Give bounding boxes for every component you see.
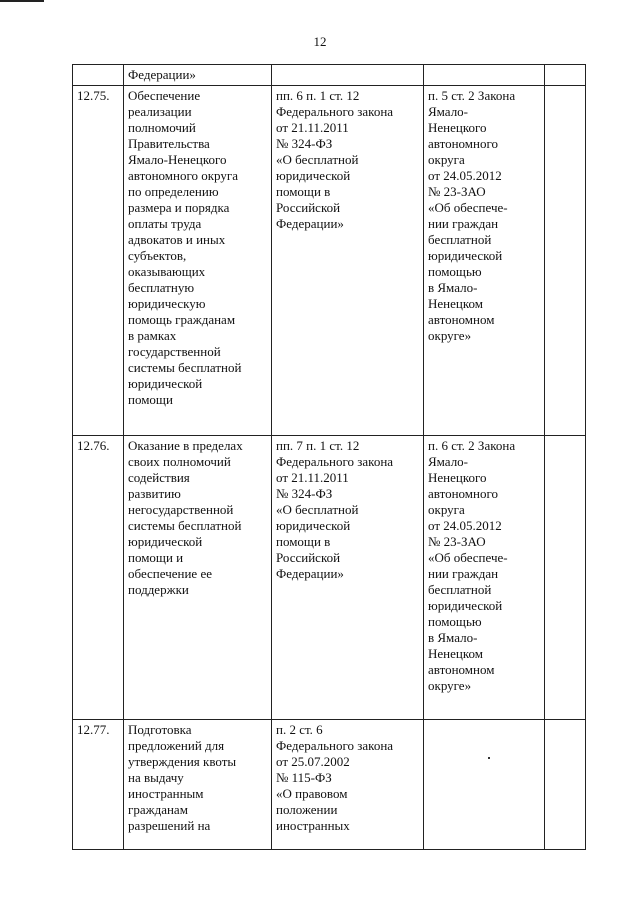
cell-power-name: Обеспечение реализации полномочий Правительства Ямало-Ненецкого автономного округа по определению размера и порядка оплаты труда адвокатов и иных субъектов, оказывающих бесплатную юридическую помощь гражданам в рамках государственной системы бесплатной юридической помощи (124, 86, 272, 436)
cell-power-name: Подготовка предложений для утверждения квоты на выдачу иностранным гражданам разрешений на (124, 720, 272, 850)
cell-federal-law: п. 2 ст. 6 Федерального закона от 25.07.2002 № 115-ФЗ «О правовом положении иностранных (272, 720, 424, 850)
page-number: 12 (313, 34, 327, 49)
table-row (73, 86, 586, 436)
cell-number: 12.77. (73, 720, 124, 850)
cell-federal-law: пп. 7 п. 1 ст. 12 Федерального закона от 21.11.2011 № 324-ФЗ «О бесплатной юридической помощи в Российской Федерации» (272, 436, 424, 720)
cell-regional-law (424, 65, 545, 86)
scan-speck (488, 757, 490, 759)
cell-regional-law (424, 720, 545, 850)
cell-empty (545, 436, 586, 720)
cell-power-name: Оказание в пределах своих полномочий содействия развитию негосударственной системы бесплатной юридической помощи и обеспечение ее поддержки (124, 436, 272, 720)
scan-edge-mark (0, 0, 44, 2)
cell-number (73, 65, 124, 86)
cell-power-name: Федерации» (124, 65, 272, 86)
table-row-continuation (73, 65, 586, 86)
cell-empty (545, 86, 586, 436)
cell-number: 12.75. (73, 86, 124, 436)
cell-federal-law (272, 65, 424, 86)
cell-number: 12.76. (73, 436, 124, 720)
cell-regional-law: п. 5 ст. 2 Закона Ямало- Ненецкого автономного округа от 24.05.2012 № 23-ЗАО «Об обеспече- нии граждан бесплатной юридической помощью в Ямало- Ненецком автономном округе» (424, 86, 545, 436)
cell-regional-law: п. 6 ст. 2 Закона Ямало- Ненецкого автономного округа от 24.05.2012 № 23-ЗАО «Об обеспече- нии граждан бесплатной юридической помощью в Ямало- Ненецком автономном округе» (424, 436, 545, 720)
cell-empty (545, 65, 586, 86)
table-row (73, 436, 586, 720)
powers-table (72, 64, 586, 850)
table-row (73, 720, 586, 850)
cell-empty (545, 720, 586, 850)
cell-federal-law: пп. 6 п. 1 ст. 12 Федерального закона от 21.11.2011 № 324-ФЗ «О бесплатной юридической помощи в Российской Федерации» (272, 86, 424, 436)
